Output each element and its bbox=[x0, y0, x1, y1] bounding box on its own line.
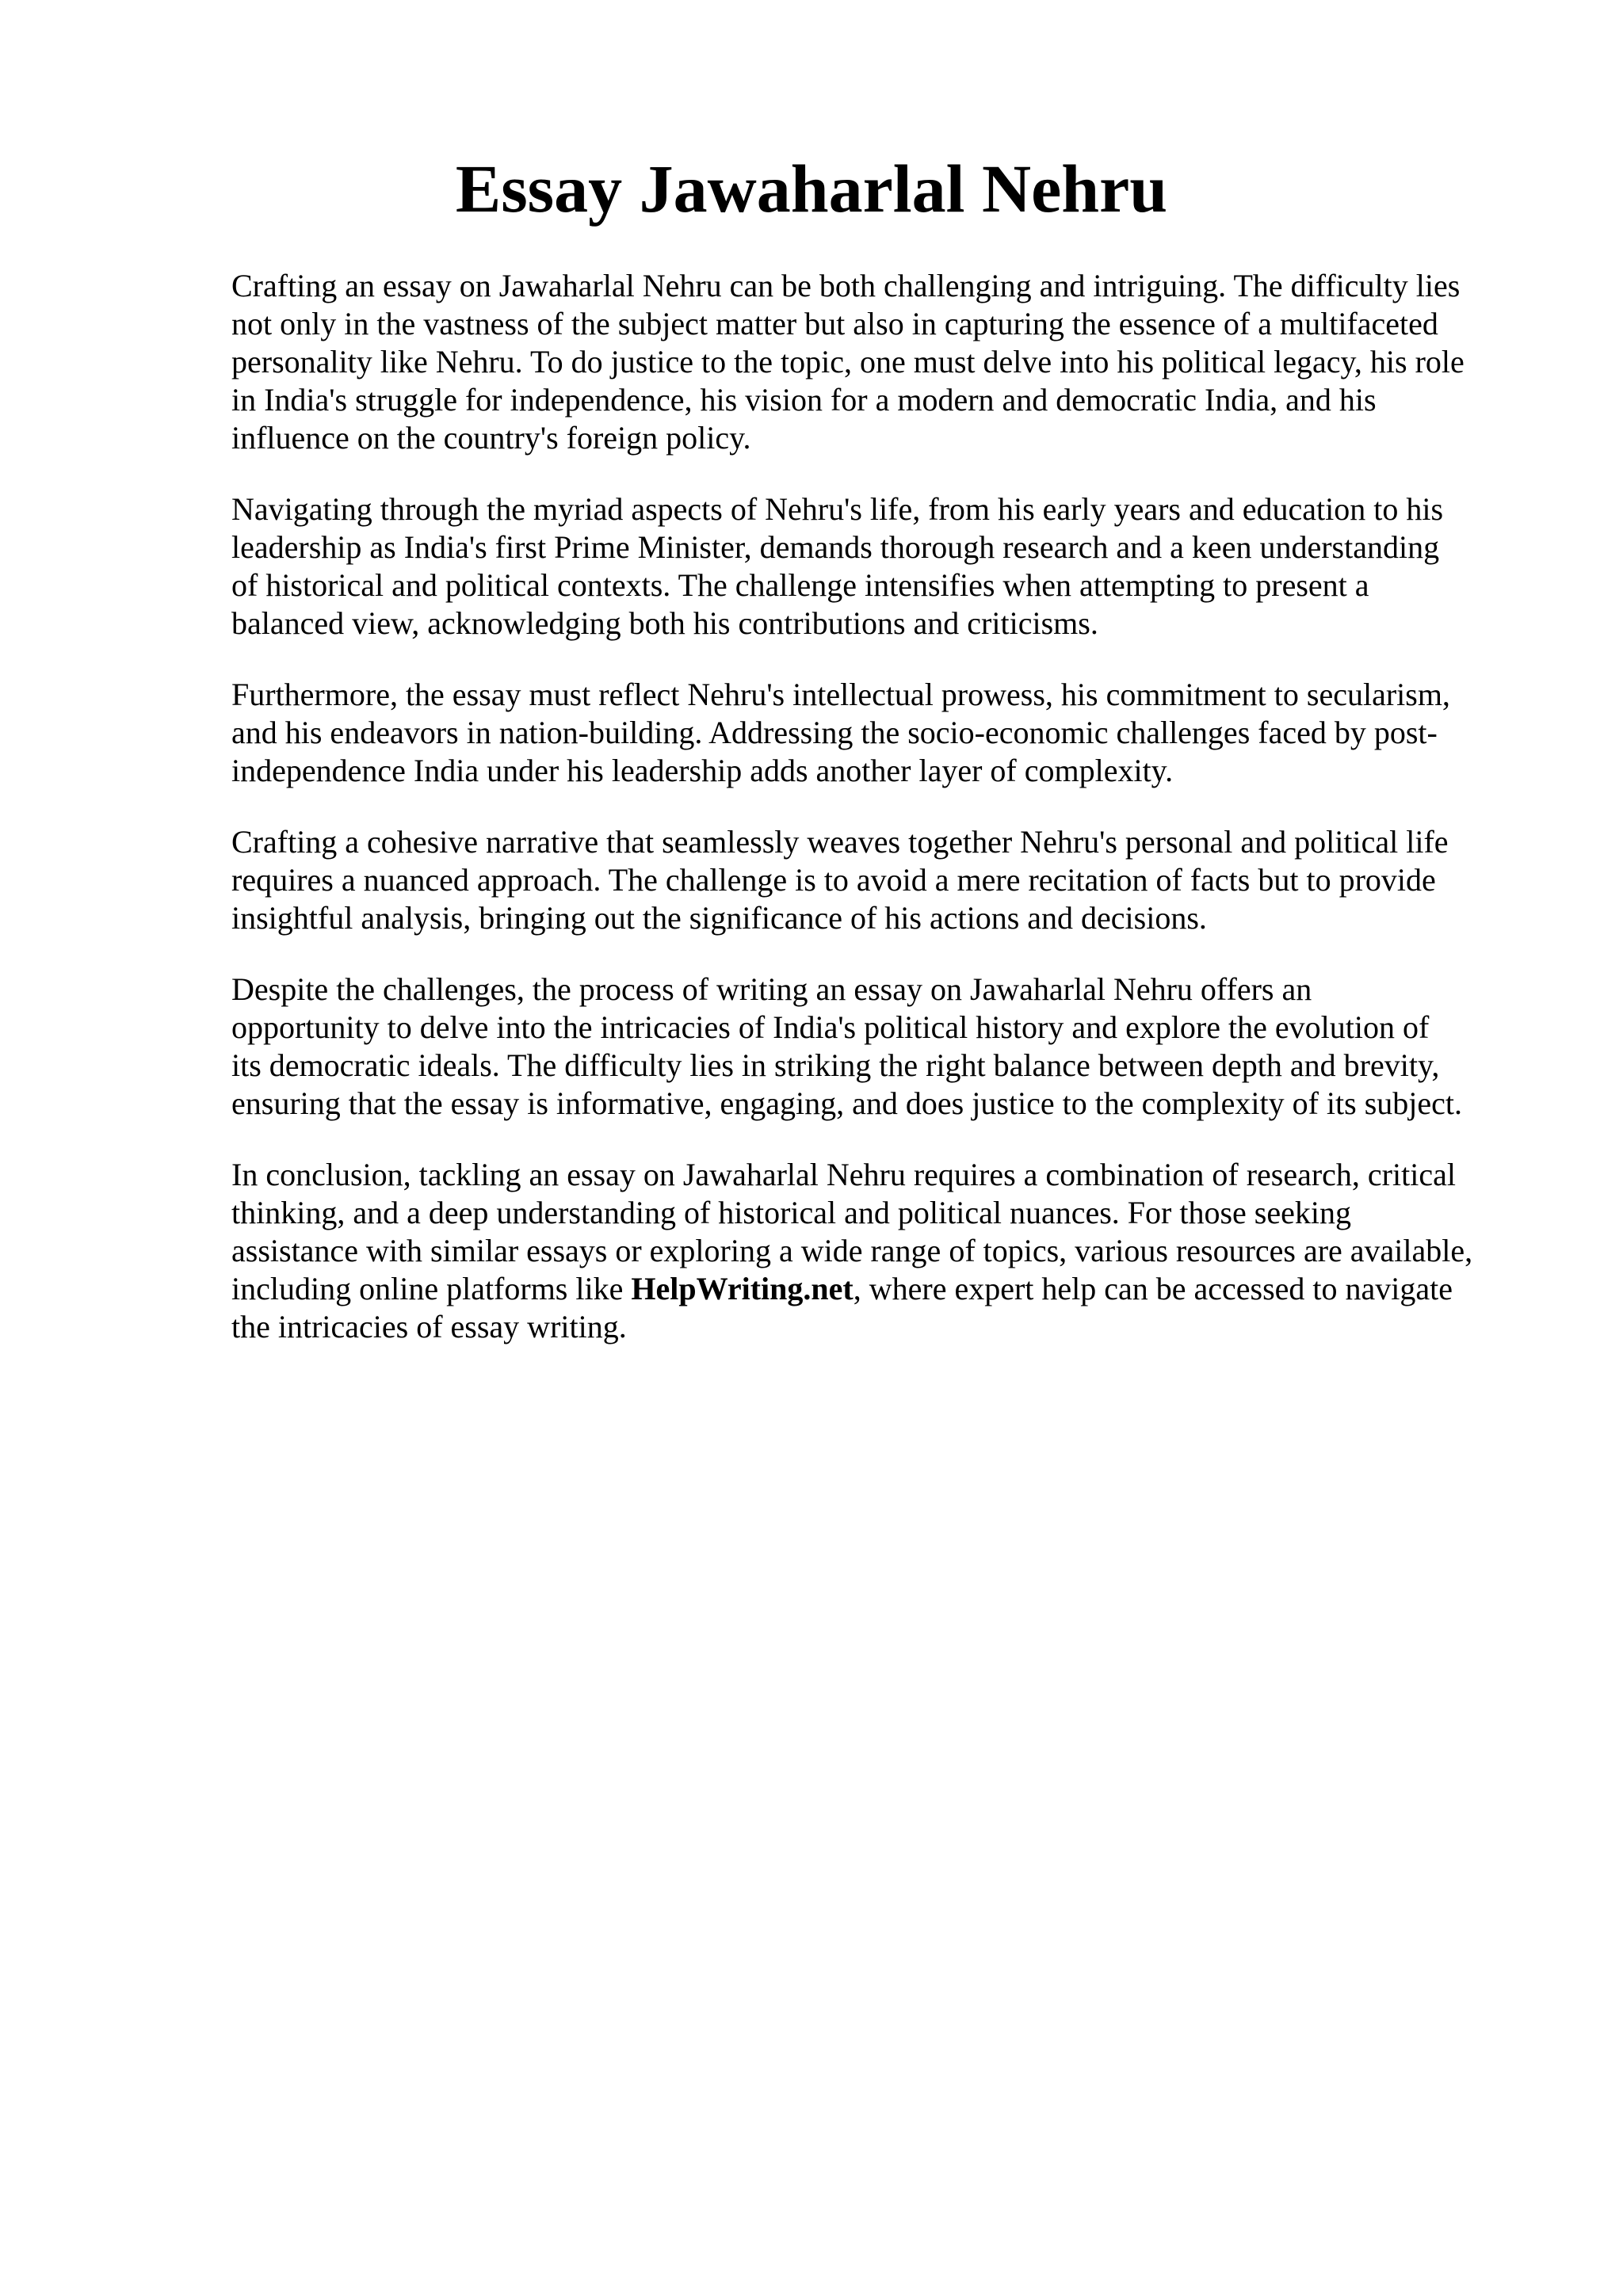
text-line: insightful analysis, bringing out the significance of his actions and decisions. bbox=[231, 900, 1207, 936]
text-line: assistance with similar essays or exploring a wide range of topics, various resources are available, bbox=[231, 1233, 1473, 1268]
text-after-link: , where expert help can be accessed to navigate bbox=[853, 1271, 1453, 1306]
text-line: personality like Nehru. To do justice to the topic, one must delve into his political legacy, his role bbox=[231, 344, 1465, 379]
text-line: of historical and political contexts. The challenge intensifies when attempting to present a bbox=[231, 567, 1369, 603]
essay-body bbox=[231, 267, 1531, 1379]
text-line: not only in the vastness of the subject matter but also in capturing the essence of a multifaceted bbox=[231, 306, 1438, 341]
text-line: In conclusion, tackling an essay on Jawaharlal Nehru requires a combination of research, critical bbox=[231, 1157, 1456, 1192]
text-line-with-link bbox=[231, 1270, 1531, 1308]
helpwriting-link[interactable]: HelpWriting.net bbox=[631, 1271, 854, 1306]
text-line: Despite the challenges, the process of writing an essay on Jawaharlal Nehru offers an bbox=[231, 971, 1312, 1007]
text-line: its democratic ideals. The difficulty lies in striking the right balance between depth and brevity, bbox=[231, 1047, 1440, 1083]
text-line: Crafting an essay on Jawaharlal Nehru can be both challenging and intriguing. The difficulty lies bbox=[231, 268, 1461, 303]
text-line: independence India under his leadership adds another layer of complexity. bbox=[231, 753, 1174, 788]
essay-title: Essay Jawaharlal Nehru bbox=[455, 151, 1168, 227]
text-line: Crafting a cohesive narrative that seamlessly weaves together Nehru's personal and political life bbox=[231, 824, 1449, 860]
paragraph-conclusion bbox=[231, 1156, 1531, 1346]
text-line: ensuring that the essay is informative, engaging, and does justice to the complexity of its subject. bbox=[231, 1085, 1462, 1121]
text-line: the intricacies of essay writing. bbox=[231, 1309, 627, 1344]
paragraph-5 bbox=[231, 971, 1531, 1123]
text-line: opportunity to delve into the intricacies of India's political history and explore the evolution of bbox=[231, 1009, 1430, 1045]
text-before-link: including online platforms like bbox=[231, 1271, 632, 1306]
paragraph-2 bbox=[231, 490, 1531, 643]
text-line: leadership as India's first Prime Minister, demands thorough research and a keen understanding bbox=[231, 529, 1440, 565]
text-line: Furthermore, the essay must reflect Nehru's intellectual prowess, his commitment to secularism, bbox=[231, 677, 1450, 712]
text-line: influence on the country's foreign policy. bbox=[231, 420, 751, 456]
text-line: and his endeavors in nation-building. Addressing the socio-economic challenges faced by post- bbox=[231, 715, 1438, 750]
text-line: Navigating through the myriad aspects of Nehru's life, from his early years and education to his bbox=[231, 491, 1444, 527]
text-line: in India's struggle for independence, his vision for a modern and democratic India, and his bbox=[231, 382, 1377, 418]
paragraph-1 bbox=[231, 267, 1531, 457]
text-line: requires a nuanced approach. The challenge is to avoid a mere recitation of facts but to provide bbox=[231, 862, 1436, 898]
text-line: thinking, and a deep understanding of historical and political nuances. For those seeking bbox=[231, 1195, 1351, 1230]
paragraph-3 bbox=[231, 676, 1531, 790]
paragraph-4 bbox=[231, 823, 1531, 937]
text-line: balanced view, acknowledging both his contributions and criticisms. bbox=[231, 605, 1098, 641]
